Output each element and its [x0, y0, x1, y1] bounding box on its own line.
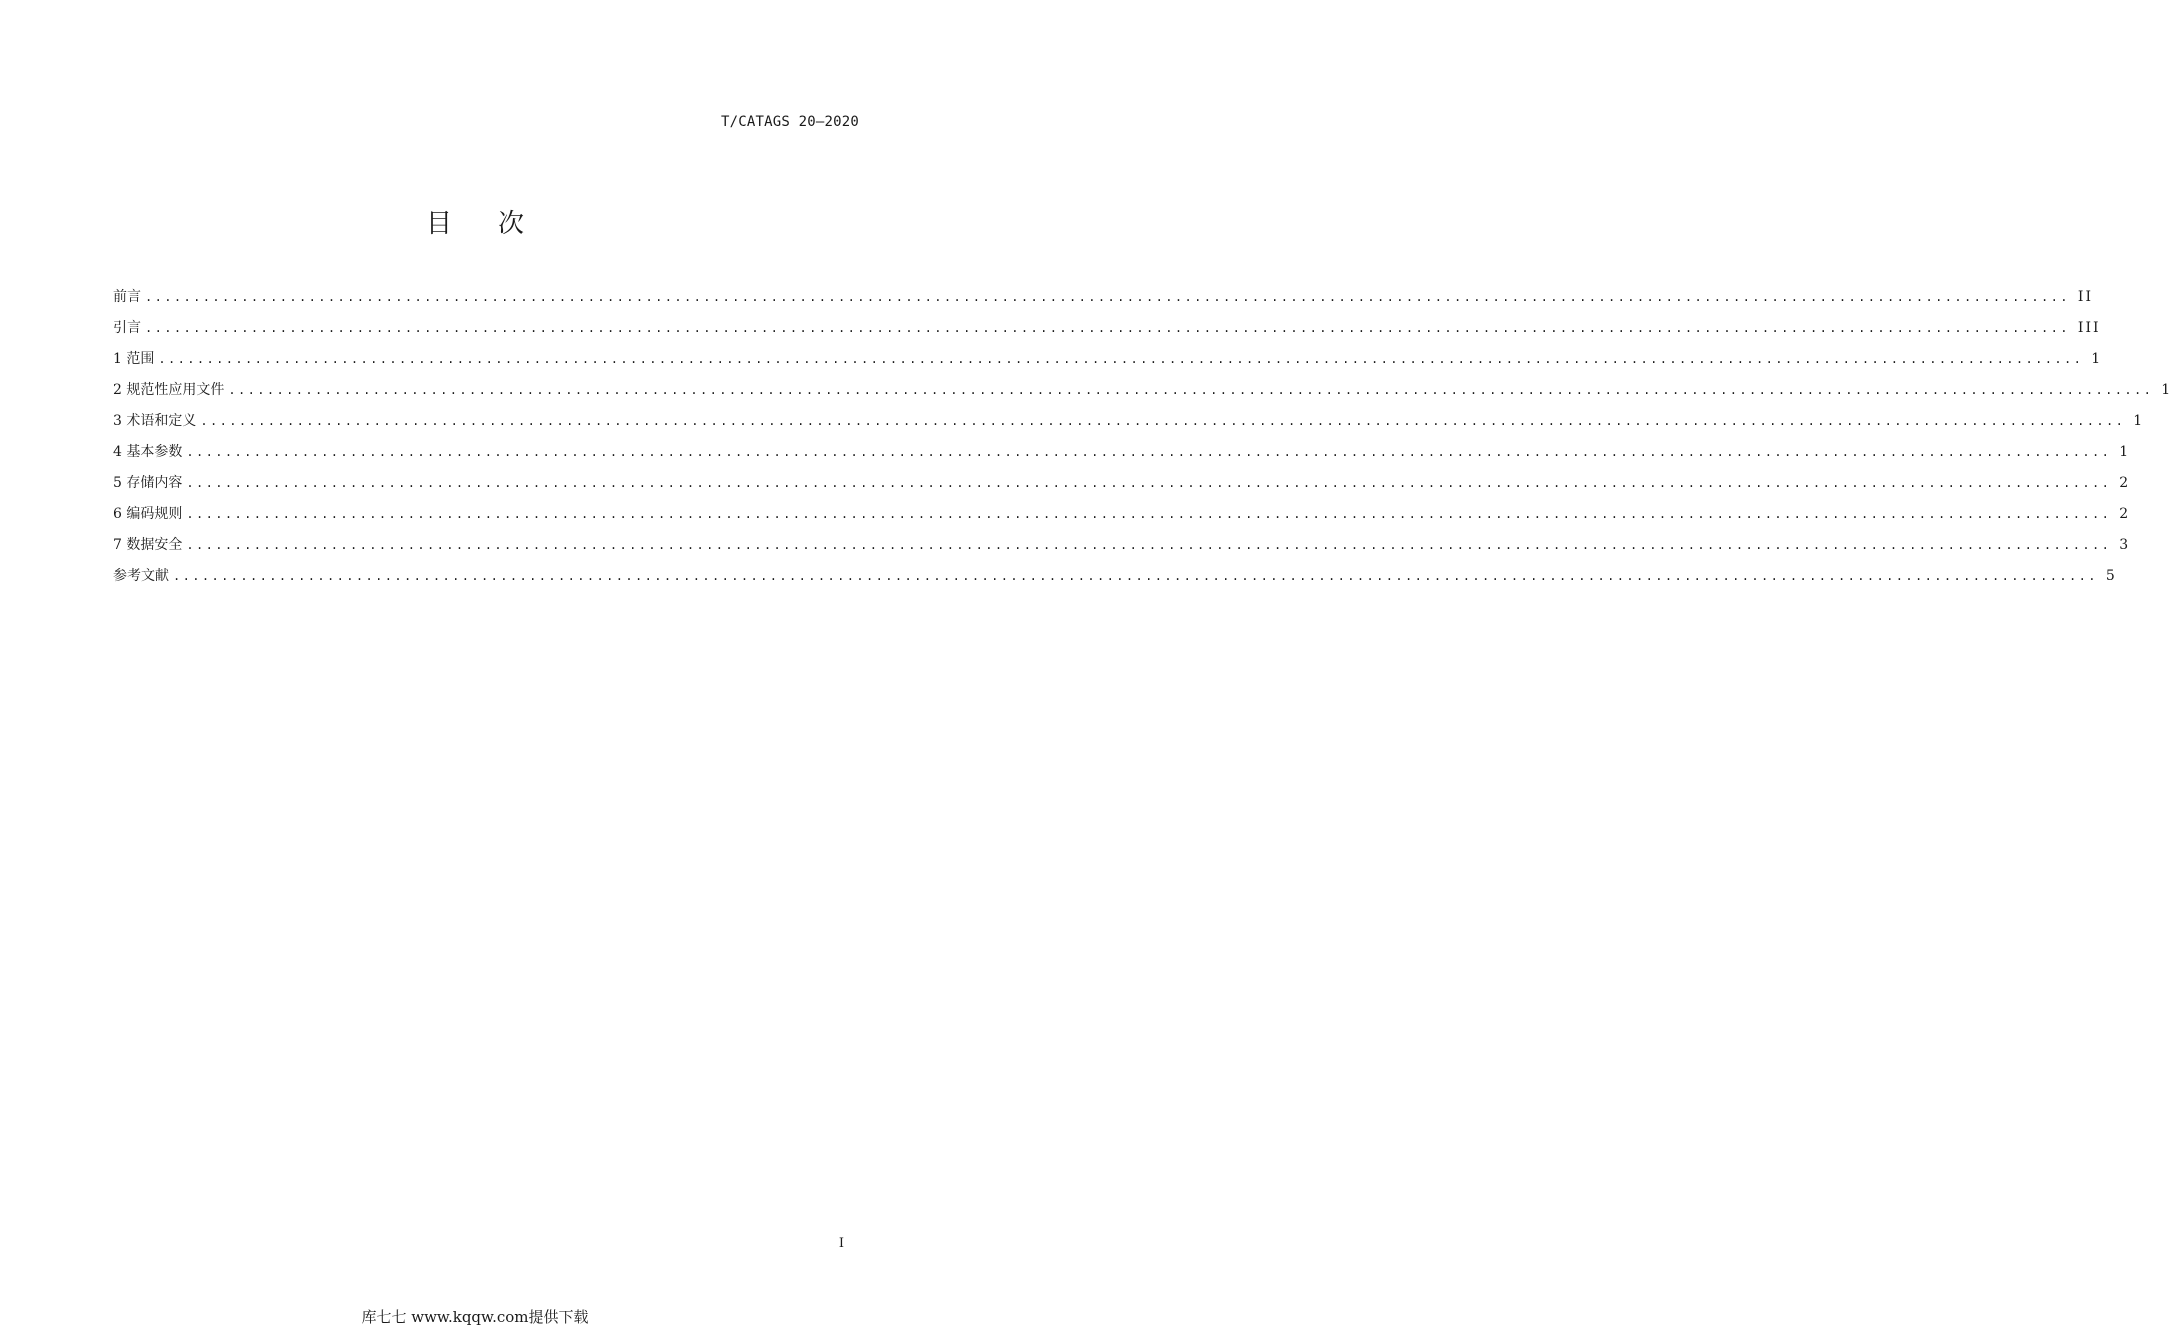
toc-entry-label: 6 编码规则 — [113, 506, 183, 522]
toc-entry-label: 4 基本参数 — [113, 444, 183, 460]
toc-leader-dots: ........................................................................................................................................................................................................ — [158, 352, 2084, 366]
toc-leader-dots: ........................................................................................................................................................................................................ — [228, 383, 2154, 397]
document-id: T/CATAGS 20—2020 — [720, 114, 859, 130]
toc-entry[interactable] — [113, 532, 2131, 563]
toc-entry-label: 1 范围 — [113, 351, 155, 367]
toc-entry-page: 5 — [2105, 568, 2117, 584]
table-of-contents — [113, 284, 2172, 594]
toc-entry[interactable] — [113, 408, 2145, 439]
download-footer: 库七七 www.kqqw.com提供下载 — [361, 1308, 589, 1326]
toc-leader-dots: ........................................................................................................................................................................................................ — [186, 538, 2112, 552]
toc-leader-dots: ........................................................................................................................................................................................................ — [145, 290, 2070, 304]
toc-entry-page: III — [2077, 320, 2101, 336]
toc-leader-dots: ........................................................................................................................................................................................................ — [173, 569, 2098, 583]
toc-leader-dots: ........................................................................................................................................................................................................ — [145, 321, 2070, 335]
toc-entry-page: 1 — [2119, 444, 2131, 460]
toc-entry[interactable] — [113, 470, 2131, 501]
toc-entry-label: 引言 — [113, 320, 141, 336]
toc-entry-page: II — [2077, 289, 2093, 305]
toc-entry-page: 1 — [2091, 351, 2103, 367]
toc-entry-page: 3 — [2119, 537, 2131, 553]
toc-entry-label: 5 存储内容 — [113, 475, 183, 491]
toc-entry[interactable] — [113, 563, 2117, 594]
toc-entry[interactable] — [113, 501, 2131, 532]
toc-entry-label: 7 数据安全 — [113, 537, 183, 553]
toc-leader-dots: ........................................................................................................................................................................................................ — [186, 445, 2112, 459]
toc-entry-label: 3 术语和定义 — [113, 413, 197, 429]
toc-entry-page: 1 — [2161, 382, 2172, 398]
toc-entry[interactable] — [113, 284, 2093, 315]
toc-leader-dots: ........................................................................................................................................................................................................ — [200, 414, 2126, 428]
toc-entry[interactable] — [113, 439, 2131, 470]
toc-entry-label: 参考文献 — [113, 568, 169, 584]
toc-entry-page: 2 — [2119, 475, 2131, 491]
toc-entry-label: 2 规范性应用文件 — [113, 382, 225, 398]
toc-entry[interactable] — [113, 377, 2172, 408]
toc-leader-dots: ........................................................................................................................................................................................................ — [186, 507, 2112, 521]
toc-leader-dots: ........................................................................................................................................................................................................ — [186, 476, 2112, 490]
page-number: I — [838, 1236, 844, 1251]
toc-entry[interactable] — [113, 346, 2103, 377]
toc-entry-label: 前言 — [113, 289, 141, 305]
toc-entry-page: 1 — [2133, 413, 2145, 429]
toc-entry-page: 2 — [2119, 506, 2131, 522]
toc-title: 目次 — [425, 209, 570, 239]
toc-entry[interactable] — [113, 315, 2101, 346]
